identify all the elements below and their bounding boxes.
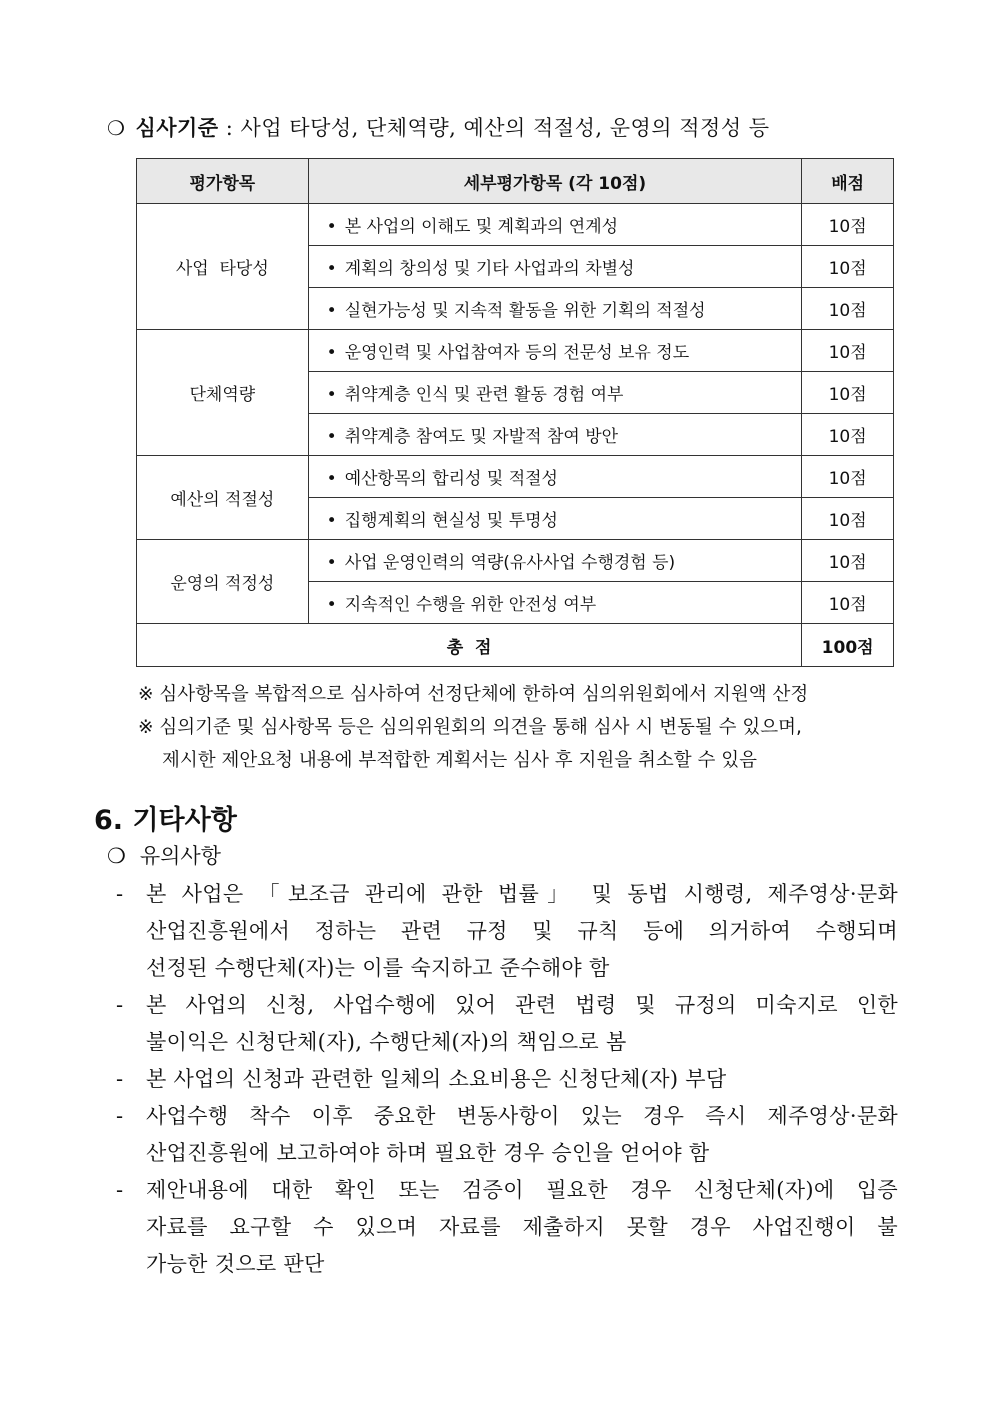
item-cell: • 예산항목의 합리성 및 적절성 xyxy=(308,456,802,498)
score-cell: 10점 xyxy=(802,414,894,456)
bullet-icon: • xyxy=(326,301,337,321)
evaluation-table xyxy=(136,158,894,667)
bullet-icon: • xyxy=(326,385,337,405)
score-cell: 10점 xyxy=(802,204,894,246)
table-row xyxy=(137,330,894,372)
score-cell: 10점 xyxy=(802,540,894,582)
notice-paragraph: - 사업수행 착수 이후 중요한 변동사항이 있는 경우 즉시 제주영상·문화 산업진흥원에 보고하여야 하며 필요한 경우 승인을 얻어야 함 xyxy=(116,1098,898,1172)
dash-icon: - xyxy=(116,1067,124,1091)
note-2: ※ 심의기준 및 심사항목 등은 심의위원회의 의견을 통해 심사 시 변동될 수 있으며, xyxy=(138,717,802,738)
criteria-text: 사업 타당성, 단체역량, 예산의 적절성, 운영의 적정성 등 xyxy=(240,116,770,140)
circle-bullet-icon: ❍ xyxy=(107,844,126,868)
notice-paragraph: - 본 사업의 신청과 관련한 일체의 소요비용은 신청단체(자) 부담 xyxy=(116,1061,898,1098)
total-score: 100점 xyxy=(802,624,894,667)
reference-mark-icon: ※ xyxy=(138,717,154,738)
score-cell: 10점 xyxy=(802,582,894,624)
header-score: 배점 xyxy=(802,159,894,204)
notice-paragraph: - 본 사업의 신청, 사업수행에 있어 관련 법령 및 규정의 미숙지로 인한 불이익은 신청단체(자), 수행단체(자)의 책임으로 봄 xyxy=(116,987,898,1061)
table-header-row xyxy=(137,159,894,204)
bullet-icon: • xyxy=(326,469,337,489)
reference-mark-icon: ※ xyxy=(138,684,154,705)
bullet-icon: • xyxy=(326,217,337,237)
table-row xyxy=(137,456,894,498)
dash-icon: - xyxy=(116,993,124,1017)
score-cell: 10점 xyxy=(802,498,894,540)
notice-paragraph: - 본 사업은 「보조금 관리에 관한 법률」 및 동법 시행령, 제주영상·문화 산업진흥원에서 정하는 관련 규정 및 규칙 등에 의거하여 수행되며 선정된 수행단체(자)는 이를 숙지하고 준수해야 함 xyxy=(116,876,898,987)
header-category: 평가항목 xyxy=(137,159,309,204)
item-cell: • 본 사업의 이해도 및 계획과의 연계성 xyxy=(308,204,802,246)
bullet-icon: • xyxy=(326,553,337,573)
score-cell: 10점 xyxy=(802,372,894,414)
note-1: ※ 심사항목을 복합적으로 심사하여 선정단체에 한하여 심의위원회에서 지원액 산정 xyxy=(138,684,809,705)
category-cell: 사업 타당성 xyxy=(137,204,309,330)
section-title: 6. 기타사항 xyxy=(94,805,237,836)
category-cell: 운영의 적정성 xyxy=(137,540,309,624)
dash-icon: - xyxy=(116,882,124,906)
note-2-continued: 제시한 제안요청 내용에 부적합한 계획서는 심사 후 지원을 취소할 수 있음 xyxy=(162,750,757,771)
item-cell: • 지속적인 수행을 위한 안전성 여부 xyxy=(308,582,802,624)
bullet-icon: • xyxy=(326,427,337,447)
circle-bullet-icon: ❍ xyxy=(107,116,126,140)
total-row xyxy=(137,624,894,667)
item-cell: • 취약계층 참여도 및 자발적 참여 방안 xyxy=(308,414,802,456)
criteria-label: 심사기준 xyxy=(135,116,219,140)
item-cell: • 사업 운영인력의 역량(유사사업 수행경험 등) xyxy=(308,540,802,582)
dash-icon: - xyxy=(116,1178,124,1202)
score-cell: 10점 xyxy=(802,288,894,330)
sub-heading: ❍ 유의사항 xyxy=(107,844,221,868)
category-cell: 단체역량 xyxy=(137,330,309,456)
table-row xyxy=(137,540,894,582)
notice-paragraph: - 제안내용에 대한 확인 또는 검증이 필요한 경우 신청단체(자)에 입증 자료를 요구할 수 있으며 자료를 제출하지 못할 경우 사업진행이 불 가능한 것으로 판단 xyxy=(116,1172,898,1283)
score-cell: 10점 xyxy=(802,330,894,372)
item-cell: • 운영인력 및 사업참여자 등의 전문성 보유 정도 xyxy=(308,330,802,372)
notice-paragraphs xyxy=(116,876,898,1283)
dash-icon: - xyxy=(116,1104,124,1128)
criteria-line xyxy=(107,112,897,142)
item-cell: • 집행계획의 현실성 및 투명성 xyxy=(308,498,802,540)
notes xyxy=(138,678,898,777)
score-cell: 10점 xyxy=(802,246,894,288)
bullet-icon: • xyxy=(326,259,337,279)
item-cell: • 계획의 창의성 및 기타 사업과의 차별성 xyxy=(308,246,802,288)
category-cell: 예산의 적절성 xyxy=(137,456,309,540)
item-cell: • 취약계층 인식 및 관련 활동 경험 여부 xyxy=(308,372,802,414)
table-row xyxy=(137,204,894,246)
total-label: 총 점 xyxy=(137,624,802,667)
bullet-icon: • xyxy=(326,511,337,531)
bullet-icon: • xyxy=(326,343,337,363)
item-cell: • 실현가능성 및 지속적 활동을 위한 기획의 적절성 xyxy=(308,288,802,330)
header-detail: 세부평가항목 (각 10점) xyxy=(308,159,802,204)
score-cell: 10점 xyxy=(802,456,894,498)
criteria-separator: : xyxy=(218,116,241,140)
bullet-icon: • xyxy=(326,595,337,615)
